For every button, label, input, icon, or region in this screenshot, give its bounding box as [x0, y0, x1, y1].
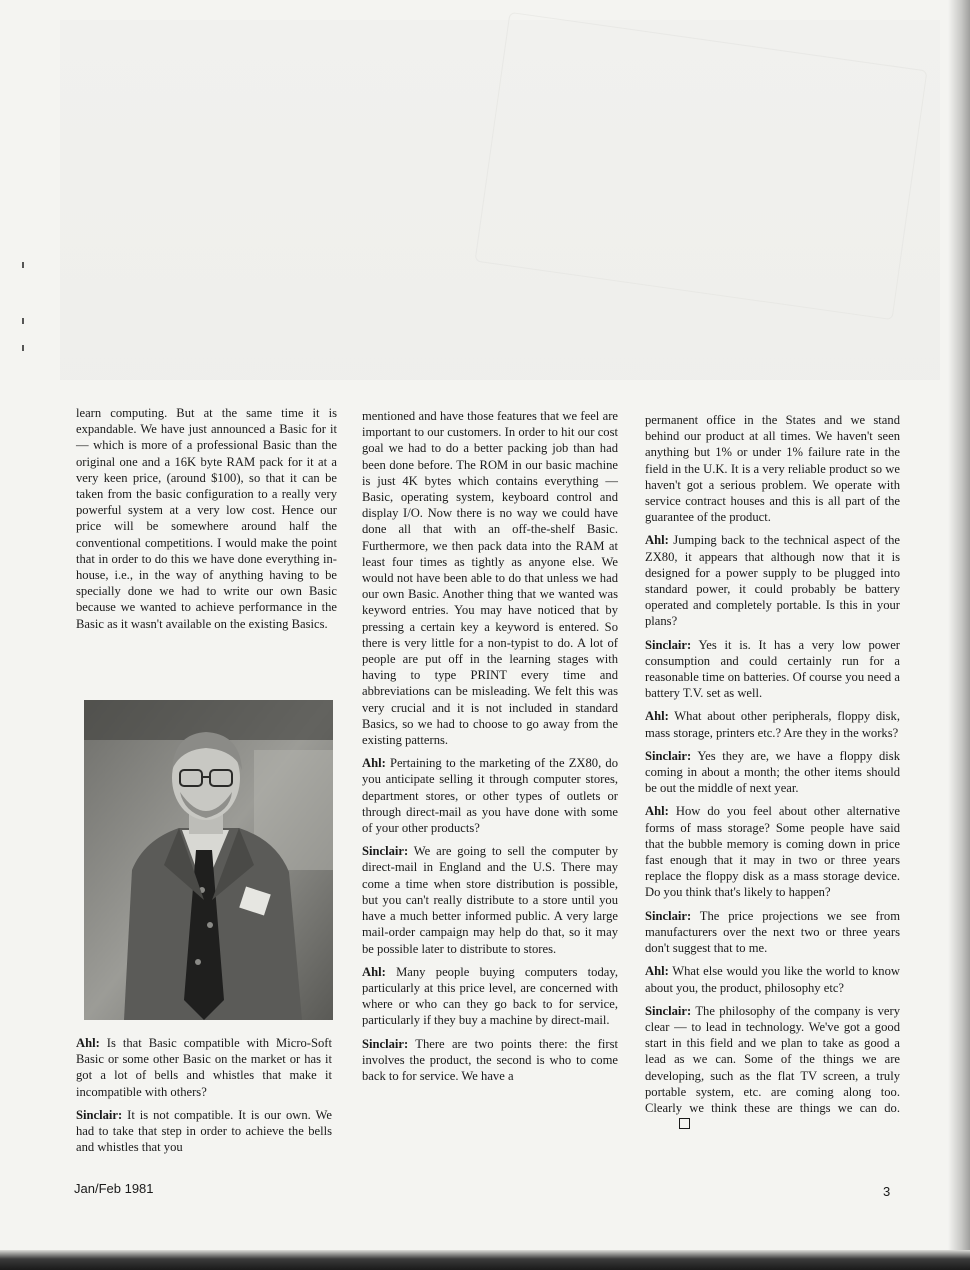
speaker-label: Ahl: [645, 964, 669, 979]
question-text: How do you feel about other alternative forms of mass storage? Some people have said that the bubble memory is coming down in price fast enough that it may in two or three years replace the floppy disk as a mass storage device. Do you think that's likely to happen? [645, 804, 900, 900]
end-of-article-box-icon [679, 1118, 690, 1129]
speaker-label: Ahl: [645, 709, 669, 724]
speaker-label: Sinclair: [76, 1107, 123, 1122]
answer-text: It is not compatible. It is our own. We had to take that step in order to achieve the bells and whistles that you [76, 1107, 332, 1155]
answer [645, 748, 900, 797]
question-text: Pertaining to the marketing of the ZX80, do you anticipate selling it through computer stores, department stores, or other types of outlets or through direct-mail as you have done with some of your other products? [362, 756, 618, 836]
speaker-label: Ahl: [76, 1036, 100, 1050]
answer-text: Yes it is. It has a very low power consumption and could certainly run for a reasonable time on batteries. Of course you need a battery T.V. set as well. [645, 637, 900, 701]
question-text: What else would you like the world to know about you, the product, philosophy etc? [645, 964, 900, 995]
answer-text: There are two points there: the first involves the product, the second is who to come back to for service. We have a [362, 1036, 618, 1083]
issue-date: Jan/Feb 1981 [74, 1181, 154, 1196]
answer-text: The price projections we see from manufacturers over the next two or three years don't suggest that to me. [645, 908, 900, 956]
question-text: Many people buying computers today, particularly at this price level, are concerned with where or who can they go back to for service, particularly if they buy a machine by direct-mail. [362, 964, 618, 1028]
question [362, 755, 618, 836]
paragraph: mentioned and have those features that we feel are important to our customers. In order to hit our cost goal we had to do a better packing job than had been done before. The ROM in our basic machine is just 4K bytes which contains everything — Basic, operating system, keyboard control and display I/O. Now there is no way we could have done all that with an off-the-shelf Basic. Furthermore, we then pack data into the RAM at least four times as tightly as anyone else. We would not have been able to do that unless we had our own Basic. Another thing that we wanted was keyword entries. You may have noticed that by pressing a certain key a keyword is entered. So there is very little for a non-typist to do. A lot of people are put off in the learning stages with having to type PRINT every time and abbreviations can be misleading. We felt this was very crucial and it is not included in standard Basics, so we had to choose to go away from the existing patterns. [362, 409, 618, 748]
margin-mark [22, 262, 24, 268]
question-text: Is that Basic compatible with Micro-Soft Basic or some other Basic on the market or has it got a lot of bells and whistles that make it incompatible with others? [76, 1036, 332, 1099]
answer [645, 908, 900, 957]
speaker-label: Sinclair: [645, 748, 692, 763]
question-text: What about other peripherals, floppy disk, mass storage, printers etc.? Are they in the works? [645, 709, 900, 740]
answer-text: Yes they are, we have a floppy disk coming in about a month; the other items should be out the middle of next year. [645, 748, 900, 796]
speaker-label: Sinclair: [645, 908, 692, 923]
column-1 [76, 405, 337, 639]
margin-mark [22, 345, 24, 351]
speaker-label: Sinclair: [362, 844, 409, 859]
speaker-label: Ahl: [645, 533, 669, 548]
question [645, 708, 900, 740]
page-number: 3 [883, 1184, 891, 1199]
speaker-label: Ahl: [645, 804, 669, 819]
speaker-label: Ahl: [362, 964, 386, 979]
paragraph: permanent office in the States and we stand behind our product at all times. We haven't seen anything but 1% or under 1% failure rate in the field in the U.K. It is a very reliable product so we haven't got a serious problem. We operate with service contract houses and this is all part of the guarantee of the product. [645, 413, 900, 525]
answer-text: We are going to sell the computer by direct-mail in England and the U.S. There may come a time when store distribution is possible, but you can't really distribute to a store until you have a much better informed public. A very large mail-order campaign may help do that, so it may be possible later to distribute to stores. [362, 844, 618, 956]
answer [645, 637, 900, 702]
portrait-photo [84, 700, 333, 1020]
question [76, 1035, 332, 1100]
speaker-label: Sinclair: [645, 1003, 692, 1018]
question [645, 963, 900, 995]
scan-bottom-edge [0, 1250, 970, 1270]
answer [362, 1036, 618, 1085]
question [645, 803, 900, 900]
paragraph: learn computing. But at the same time it is expandable. We have just announced a Basic for it — which is more of a professional Basic than the original one and a 16K byte RAM pack for it at a very keen price, (around $100), so that it can be taken from the basic configuration to a really very powerful system at a very low cost. Hence our price will be somewhere around half the conventional competitions. I would make the point that in order to do this we have done everything in-house, i.e., in the way of anything having to be specially done we had to write our own Basic because we wanted to achieve performance in the Basic as it wasn't available on the existing Basics. [76, 406, 337, 631]
question [362, 964, 618, 1029]
answer [76, 1107, 332, 1156]
page-edge-shadow [948, 0, 970, 1270]
question [645, 532, 900, 629]
column-3 [645, 412, 900, 1139]
answer-text: The philosophy of the company is very clear — to lead in technology. We've got a good start in this field and we plan to take as good a lead as we can. Some of the things we are developing, such as the flat TV screen, a truly portable system, etc. are coming along too. Clearly we think these are things we can do. [645, 1003, 900, 1115]
answer [645, 1003, 900, 1133]
speaker-label: Sinclair: [362, 1036, 409, 1051]
margin-mark [22, 318, 24, 324]
portrait-illustration [84, 700, 333, 1020]
column-2 [362, 408, 618, 1091]
question-text: Jumping back to the technical aspect of the ZX80, it appears that although now that it is designed for a power supply to be plugged into standard power, it could probably be battery operated and completely portable. Is this in your plans? [645, 533, 900, 629]
speaker-label: Sinclair: [645, 637, 692, 652]
speaker-label: Ahl: [362, 756, 386, 771]
answer [362, 843, 618, 956]
column-1-lower [76, 1035, 332, 1162]
